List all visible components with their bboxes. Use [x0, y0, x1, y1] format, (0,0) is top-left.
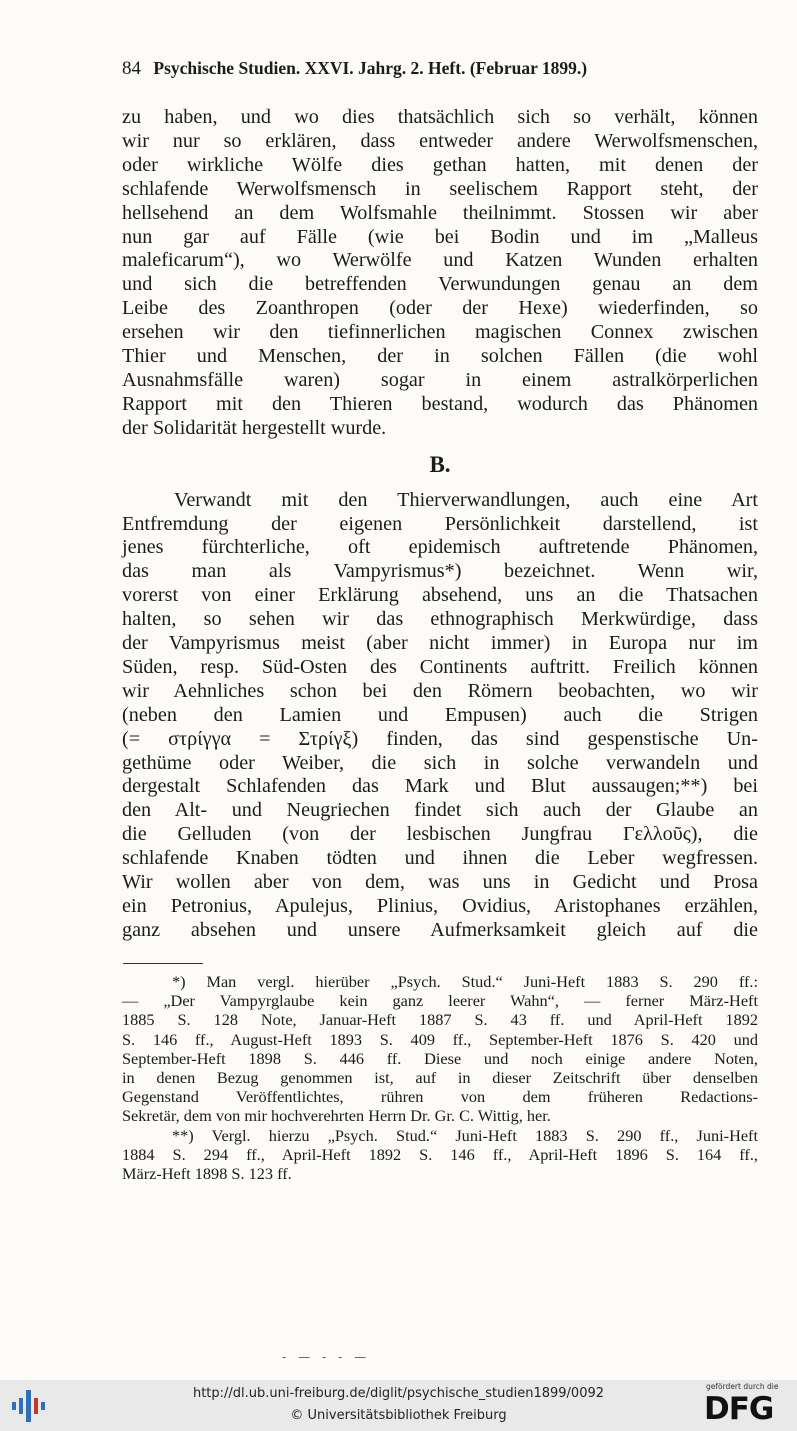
running-title: Psychische Studien. XXVI. Jahrg. 2. Heft. (Februar 1899.)	[153, 58, 588, 78]
text-line: (neben den Lamien und Empusen) auch die Strigen	[122, 703, 758, 726]
funded-by-label: gefördert durch die	[706, 1382, 779, 1391]
text-line: Entfremdung der eigenen Persönlichkeit darstellend, ist	[122, 512, 758, 535]
paragraph-2	[122, 489, 758, 943]
text-line: der Solidarität hergestellt wurde.	[122, 416, 387, 439]
text-line: ein Petronius, Apulejus, Plinius, Ovidius, Aristophanes erzählen,	[122, 895, 758, 917]
footnote-line: **) Vergl. hierzu „Psych. Stud.“ Juni-Heft 1883 S. 290 ff., Juni-Heft	[172, 1125, 758, 1145]
text-line: nun gar auf Fälle (wie bei Bodin und im „Malleus	[122, 225, 758, 248]
footnote-line: in denen Bezug genommen ist, auf in dieser Zeitschrift über denselben	[122, 1068, 758, 1088]
text-line: Thier und Menschen, der in solchen Fällen (die wohl	[122, 345, 758, 368]
text-line: zu haben, und wo dies thatsächlich sich so verhält, können	[122, 106, 758, 128]
footnote-line: September-Heft 1898 S. 446 ff. Diese und noch einige andere Noten,	[122, 1048, 758, 1068]
text-line: gethüme oder Weiber, die sich in solche verwandeln und	[122, 751, 758, 774]
footnote-line: 1885 S. 128 Note, Januar-Heft 1887 S. 43 ff. und April-Heft 1892	[122, 1010, 758, 1030]
paragraph-1	[122, 106, 758, 441]
text-line: schlafende Knaben tödten und ihnen die Leber wegfressen.	[122, 847, 758, 870]
footnote-line: Sekretär, dem von mir hochverehrten Herrn Dr. Gr. C. Wittig, her.	[122, 1106, 551, 1126]
footnotes	[122, 972, 758, 1183]
text-line: maleficarum“), wo Werwölfe und Katzen Wunden erhalten	[122, 249, 758, 272]
source-url-link[interactable]: http://dl.ub.uni-freiburg.de/diglit/psychische_studien1899/0092	[192, 1386, 605, 1401]
text-line: vorerst von einer Erklärung absehend, uns an die Thatsachen	[122, 584, 758, 607]
text-line: dergestalt Schlafenden das Mark und Blut aussaugen;**) bei	[122, 775, 758, 798]
page-bottom-mark: - — - - —	[282, 1350, 371, 1364]
text-line: wir Aehnliches schon bei den Römern beobachten, wo wir	[122, 679, 758, 702]
text-line: Leibe des Zoanthropen (oder der Hexe) wiederfinden, so	[122, 297, 758, 320]
text-line: hellsehend an dem Wolfsmahle theilnimmt. Stossen wir aber	[122, 201, 758, 224]
text-line: der Vampyrismus meist (aber nicht immer) in Europa nur im	[122, 632, 758, 655]
text-line: oder wirkliche Wölfe dies gethan hatten, mit denen der	[122, 153, 758, 176]
text-line: Ausnahmsfälle waren) sogar in einem astralkörperlichen	[122, 368, 758, 391]
page-number: 84	[122, 58, 141, 79]
text-line: die Gelluden (von der lesbischen Jungfrau Γελλοῦς), die	[122, 823, 758, 846]
footnote-line: — „Der Vampyrglaube kein ganz leerer Wahn“, — ferner März-Heft	[122, 991, 758, 1011]
viewer-footer	[0, 1380, 797, 1431]
text-line: Wir wollen aber von dem, was uns in Gedicht und Prosa	[122, 871, 758, 894]
footnote-line: Gegenstand Veröffentlichtes, rühren von dem früheren Redactions-	[122, 1087, 758, 1107]
footnote-line: *) Man vergl. hierüber „Psych. Stud.“ Juni-Heft 1883 S. 290 ff.:	[172, 972, 758, 991]
dfg-logo-icon	[704, 1382, 792, 1429]
text-line: ganz absehen und unsere Aufmerksamkeit gleich auf die	[122, 918, 758, 941]
footnote-line: März-Heft 1898 S. 123 ff.	[122, 1164, 292, 1184]
text-line: jenes fürchterliche, oft epidemisch auftretende Phänomen,	[122, 536, 758, 559]
text-line: schlafende Werwolfsmensch in seelischem Rapport steht, der	[122, 177, 758, 200]
footnote-line: 1884 S. 294 ff., April-Heft 1892 S. 146 ff., April-Heft 1896 S. 164 ff.,	[122, 1144, 758, 1164]
text-line: Süden, resp. Süd-Osten des Continents auftritt. Freilich können	[122, 655, 758, 678]
footnote-line: S. 146 ff., August-Heft 1893 S. 409 ff., September-Heft 1876 S. 420 und	[122, 1029, 758, 1049]
footnote-divider	[123, 963, 203, 964]
copyright-notice: © Universitätsbibliothek Freiburg	[290, 1408, 507, 1423]
text-line: Rapport mit den Thieren bestand, wodurch das Phänomen	[122, 392, 758, 415]
text-line: Verwandt mit den Thierverwandlungen, auch eine Art	[174, 488, 758, 511]
text-line: wir nur so erklären, dass entweder andere Werwolfsmenschen,	[122, 129, 758, 152]
running-header	[122, 58, 758, 80]
text-line: das man als Vampyrismus*) bezeichnet. Wenn wir,	[122, 560, 758, 583]
text-line: den Alt- und Neugriechen findet sich auch der Glaube an	[122, 799, 758, 822]
main-text	[122, 106, 758, 943]
text-line: (= στρίγγα = Στρίγξ) finden, das sind gespenstische Un-	[122, 727, 758, 750]
text-line: ersehen wir den tiefinnerlichen magischen Connex zwischen	[122, 321, 758, 344]
text-line: und sich die betreffenden Verwundungen genau an dem	[122, 273, 758, 296]
text-line: halten, so sehen wir das ethnographisch Merkwürdige, dass	[122, 608, 758, 631]
section-heading: B.	[429, 451, 451, 477]
dfg-logo-text: DFG	[704, 1391, 774, 1427]
